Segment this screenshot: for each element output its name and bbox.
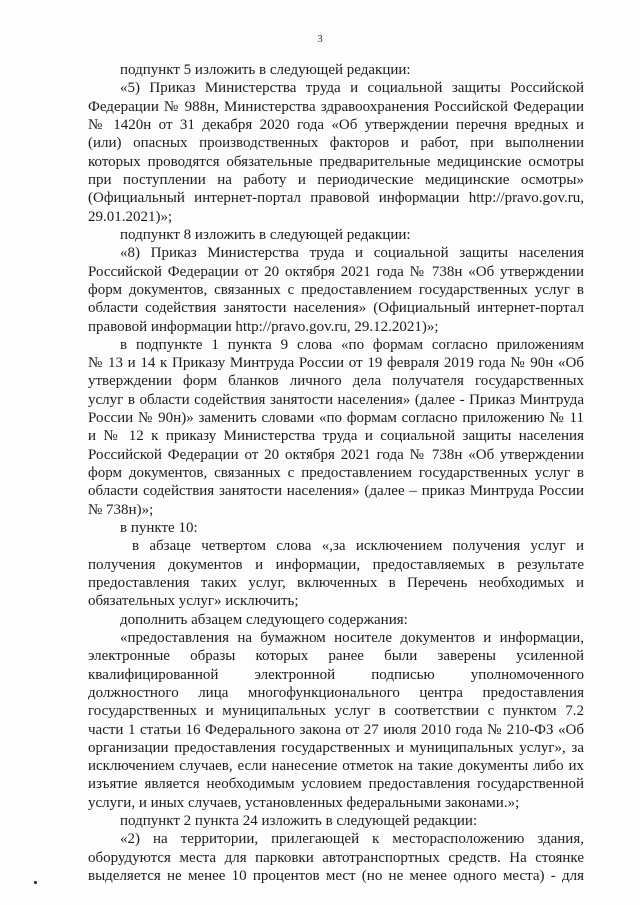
text-line: в абзаце четвертом слова «,за исключением получения услуг и [132, 538, 584, 555]
text-line: организации предоставления государственных и муниципальных услуг», за [88, 739, 584, 756]
text-line: № 738н)»; [88, 501, 154, 518]
text-line: исключением случаев, если нанесение отметок на такие документы либо их [88, 758, 584, 775]
text-line: получения документов и информации, предоставляемых в результате [88, 556, 584, 573]
text-line: в пункте 10: [120, 520, 198, 536]
text-line: области содействия занятости населения» (далее – приказ Минтруда России [88, 483, 584, 500]
text-line: № 1420н от 31 декабря 2020 года «Об утверждении перечня вредных и [88, 117, 584, 133]
text-line: «5) Приказ Министерства труда и социальной защиты Российской [120, 80, 584, 97]
text-line: № 13 и 14 к Приказу Минтруда России от 19 февраля 2019 года № 90н «Об [88, 355, 584, 372]
text-line: (или) опасных производственных факторов и работ, при выполнении [88, 135, 584, 152]
text-line: Российской Федерации от 20 октября 2021 года № 738н «Об утверждении [88, 446, 584, 463]
text-line: которых проводятся обязательные предварительные медицинские осмотры [88, 153, 584, 170]
text-line: и № 12 к приказу Министерства труда и социальной защиты населения [88, 428, 584, 445]
text-line: предоставления таких услуг, включенных в Перечень необходимых и [88, 574, 584, 591]
text-line: должностного лица многофункционального центра предоставления [88, 684, 584, 701]
text-line: услуг в области содействия занятости населения» (далее - Приказ Минтруда [88, 391, 584, 408]
text-line: изъятие является необходимым условием предоставления государственной [88, 776, 584, 793]
text-line: области содействия занятости населения» (Официальный интернет-портал [88, 300, 584, 317]
text-line: (Официальный интернет-портал правовой информации http://pravo.gov.ru, [88, 190, 584, 207]
text-line: части 1 статьи 16 Федерального закона от 27 июля 2010 года № 210-ФЗ «Об [88, 721, 584, 738]
text-line: подпункт 8 изложить в следующей редакции: [120, 226, 411, 243]
page-number: 3 [317, 33, 323, 45]
text-line: подпункт 5 изложить в следующей редакции: [120, 62, 411, 78]
text-line: «8) Приказ Министерства труда и социальной защиты населения [120, 245, 584, 262]
text-line: оборудуются места для парковки автотранспортных средств. На стоянке [88, 849, 584, 866]
text-line: России № 90н)» заменить словами «по формам согласно приложению № 11 [88, 410, 584, 426]
text-line: обязательных услуг» исключить; [88, 593, 299, 610]
text-line: подпункт 2 пункта 24 изложить в следующей редакции: [120, 813, 478, 829]
text-line: электронные образы которых ранее были заверены усиленной [88, 648, 584, 665]
text-line: Федерации № 988н, Министерства здравоохранения Российской Федерации [88, 98, 584, 115]
text-line: дополнить абзацем следующего содержания: [120, 611, 408, 628]
text-line: правовой информации http://pravo.gov.ru, 29.12.2021)»; [88, 318, 439, 335]
text-line: утверждении форм бланков личного дела получателя государственных [88, 373, 584, 390]
text-line: услуги, и иных случаев, установленных федеральными законами.»; [88, 794, 520, 811]
text-line: форм документов, связанных с предоставлением государственных услуг в [88, 281, 584, 298]
text-line: в подпункте 1 пункта 9 слова «по формам согласно приложениям [120, 336, 584, 353]
text-line: форм документов, связанных с предоставлением государственных услуг в [88, 465, 584, 481]
text-line: квалифицированной электронной подписью уполномоченного [88, 666, 584, 683]
text-line: выделяется не менее 10 процентов мест (но не менее одного места) - для [88, 868, 584, 884]
text-line: 29.01.2021)»; [88, 208, 173, 225]
text-line: при поступлении на работу и периодические медицинские осмотры» [88, 171, 584, 188]
text-line: государственных и муниципальных услуг в соответствии с пунктом 7.2 [88, 703, 584, 720]
scan-artifact-dot [34, 881, 37, 884]
text-line: «2) на территории, прилегающей к месторасположению здания, [120, 831, 584, 848]
text-line: «предоставления на бумажном носителе документов и информации, [120, 629, 584, 646]
text-line: Российской Федерации от 20 октября 2021 года № 738н «Об утверждении [88, 263, 584, 280]
